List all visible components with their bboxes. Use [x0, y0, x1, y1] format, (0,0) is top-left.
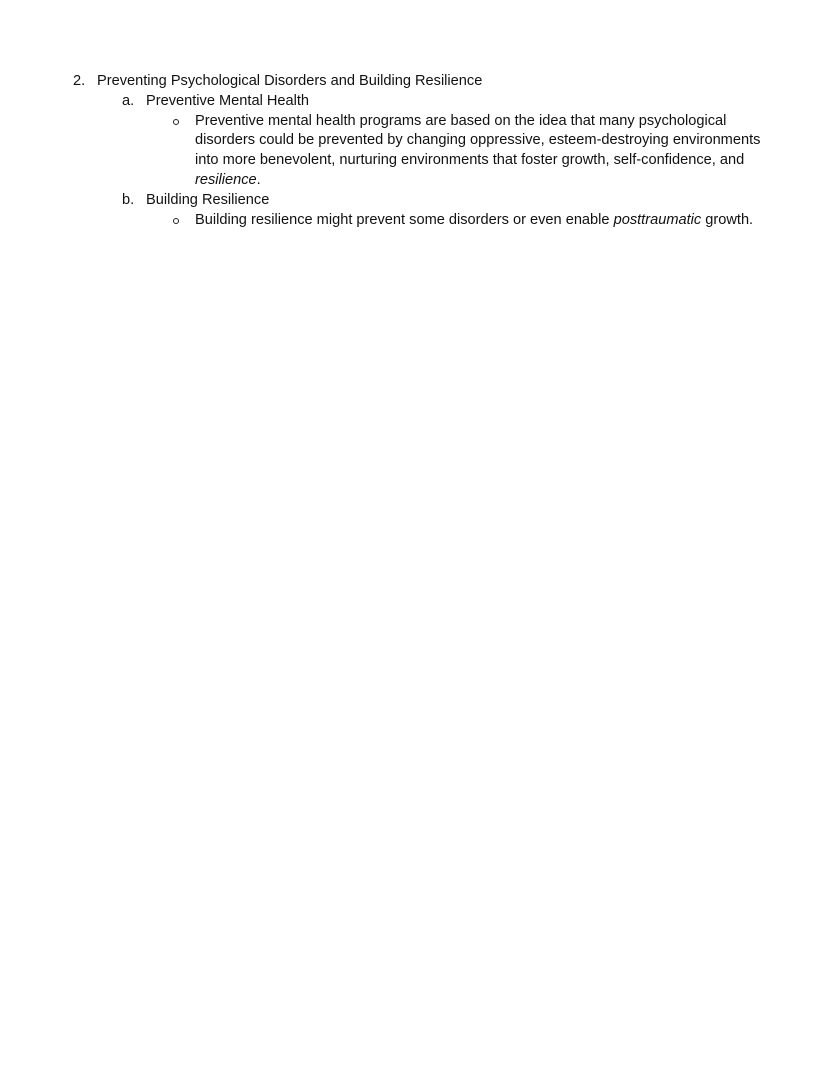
section-title: Preventing Psychological Disorders and Building Resilience: [97, 73, 483, 89]
subsection-marker-a: a.: [122, 93, 135, 109]
subsection-title-a: Preventive Mental Health: [146, 93, 310, 109]
bullet-paragraph-b1: [195, 211, 753, 231]
hollow-bullet-icon: [173, 218, 179, 224]
bullet-text: Building resilience might prevent some disorders or even enable: [195, 212, 614, 228]
subsection-marker-b: b.: [122, 192, 135, 208]
bullet-text: growth.: [701, 212, 754, 228]
bullet-line: Preventive mental health programs are based on the idea that many psychological: [195, 113, 727, 129]
italic-term: resilience: [195, 172, 257, 188]
subsection-title-b: Building Resilience: [146, 192, 270, 208]
hollow-bullet-icon: [173, 119, 179, 125]
bullet-line: into more benevolent, nurturing environments that foster growth, self-confidence, and: [195, 152, 745, 168]
section-number: 2.: [73, 73, 86, 89]
bullet-line-last: [195, 171, 261, 191]
punctuation: .: [256, 172, 261, 188]
bullet-line: disorders could be prevented by changing oppressive, esteem-destroying environments: [195, 132, 761, 148]
italic-term: posttraumatic: [613, 212, 702, 228]
